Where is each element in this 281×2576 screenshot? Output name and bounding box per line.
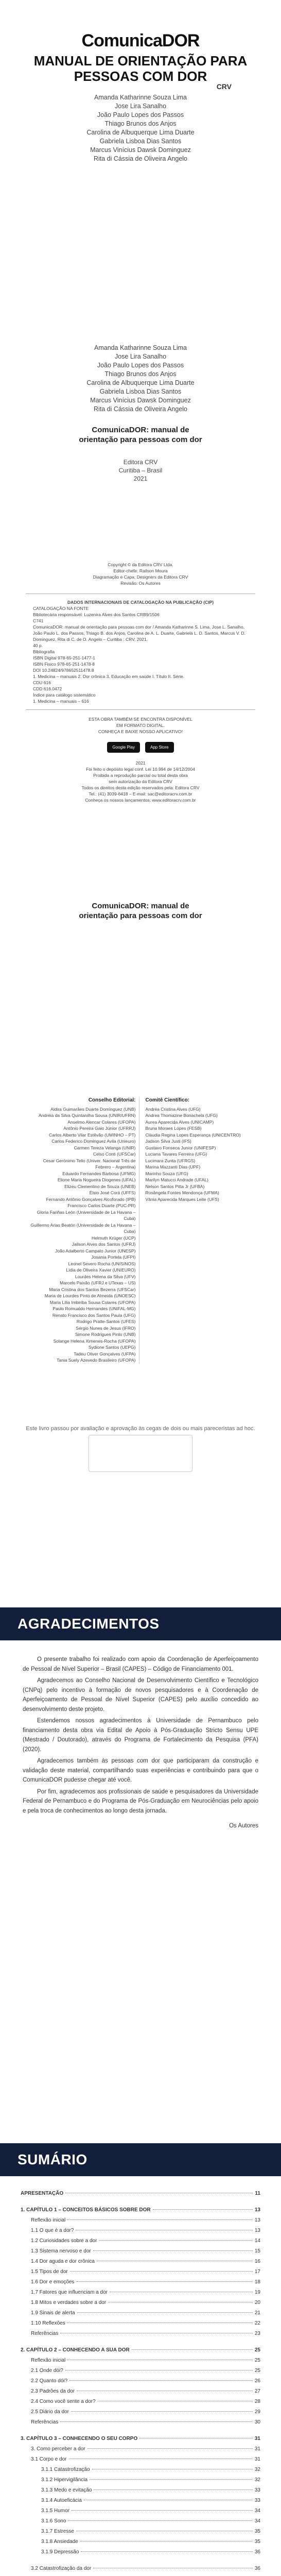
toc-label: 3.1.4 Autoeficácia <box>41 2498 82 2503</box>
toc-entry[interactable] <box>21 2454 260 2465</box>
toc-label: 1.6 Dor e emoções <box>31 2279 75 2285</box>
council-member: Bruna Moraes Lopes (FESB) <box>145 1126 202 1131</box>
toc-leader <box>77 2281 253 2282</box>
toc-entry[interactable] <box>21 2205 260 2215</box>
council-member: Rodrigo Pratte-Santos (UFES) <box>76 1319 136 1324</box>
author-name: Amanda Katharinne Souza Lima <box>94 94 187 101</box>
signature: Os Autores <box>229 1823 258 1829</box>
book-title: ComunicaDOR <box>81 31 200 50</box>
toc-entry[interactable] <box>21 2516 260 2527</box>
toc-entry[interactable] <box>21 2257 260 2267</box>
council-member: Marinho Souza (UFG) <box>145 1171 188 1176</box>
council-member: João Adalberto Campato Junior (UNESP) <box>55 1248 136 1253</box>
section-heading: SUMÁRIO <box>0 2143 281 2176</box>
author-name: João Paulo Lopes dos Passos <box>97 362 184 369</box>
council-member: Renato Francisco dos Santos Paula (UFG) <box>52 1312 136 1318</box>
scientific-committee: Comitê Científico: Andréa Cristina Alves (UFG) Andrea Thomazine Bonachela (UFG) Aurea Aparecida Alves (UNICAMP) Bruna Moraes Lopes (FESB) Cláudia Regina Lopes Esperança (UNICENTRO) Jadson Silva Justi (IFS) Gustavo Fonseca Junior (UNIFESP) Luciana Tavares Ferreira (UFG) Lucimara Zunta (UFRGS) Marina Mazzanti Dias (UPF) Marinho Souza (UFG) Marilyn Matucci Andrade (UFAL) Nelson Santos Pitta Jr (UFBA) Rosângela Fontes Mendonça (UFMA) Vânia Aparecida Marques Leite (UFS) <box>146 1097 253 1364</box>
council-member: Carmen Tereza Velanga (UNIR) <box>74 1145 136 1150</box>
toc-label: 1.2 Curiosidades sobre a dor <box>31 2238 97 2244</box>
toc-leader <box>81 2551 252 2552</box>
council-member: Lourdes Helena da Silva (UFV) <box>75 1274 136 1279</box>
council-member: Sydione Santos (UEPG) <box>88 1345 136 1350</box>
toc-page-number: 31 <box>254 2436 260 2442</box>
toc-entry[interactable] <box>21 2465 260 2475</box>
toc-page-number: 21 <box>254 2310 260 2316</box>
toc-leader <box>87 2448 253 2449</box>
toc-label: 3.1.5 Humor <box>41 2508 70 2514</box>
peer-review-note: Este livro passou por avaliação e aprovação às cegas de dois ou mais pareceristas ad hoc. <box>26 1425 255 1432</box>
credits-page <box>0 536 281 1046</box>
council-member: Paulo Romualdo Hernandes (UNIFAL-MG) <box>52 1306 136 1311</box>
support-logo-area <box>89 1435 192 1472</box>
council-member: Maria de Lourdes Pinto de Almeida (UNOESC) <box>44 1293 136 1298</box>
toc-label: 3.2 Catastrofização da dor <box>31 2566 92 2571</box>
toc-leader <box>94 2489 252 2490</box>
committee-list <box>146 1106 253 1203</box>
toc-label: 3. Como perceber a dor <box>31 2446 85 2452</box>
toc-page-number: 13 <box>254 2217 260 2223</box>
author-name: Rita di Cássia de Oliveira Angelo <box>93 405 188 413</box>
section-heading: AGRADECIMENTOS <box>0 1607 281 1640</box>
toc-entry[interactable] <box>21 2475 260 2485</box>
council-member: Gustavo Fonseca Junior (UNIFESP) <box>145 1145 216 1150</box>
toc-page-number: 36 <box>254 2566 260 2571</box>
council-columns <box>29 1097 252 1364</box>
council-member: Luciana Tavares Ferreira (UFG) <box>145 1151 207 1157</box>
council-member: Rosângela Fontes Mendonça (UFMA) <box>145 1190 219 1195</box>
toc-page-number: 23 <box>254 2331 260 2336</box>
toc-label: Referências <box>31 2419 59 2425</box>
council-member: Celso Conti (UFSCar) <box>93 1151 136 1157</box>
toc-leader <box>153 2209 253 2210</box>
toc-label: 1. CAPÍTULO 1 – CONCEITOS BÁSICOS SOBRE DOR <box>21 2207 151 2213</box>
catalog-card: DADOS INTERNACIONAIS DE CATALOGAÇÃO NA PUBLICAÇÃO (CIP) CATALOGAÇÃO NA FONTE Bibliotecária responsável: Luzenira Alves dos Santos CRB9/1506 C741 ComunicaDOR: manual de orientação para pessoas com dor / Amanda Katharinne S. Lima, Jose L. Sanalho, João Paulo L. dos Passos, Thiago B. dos Anjos, Carolina de A. L. Duarte, Gabriela L. D. Santos, Marcus V. D. Dominguez, Rita di C. de O. Angelo – Curitiba : CRV, 2021. 40 p. Bibliografia ISBN Digital 978-65-251-1477-1 ISBN Físico 978-65-251-1478-8 DOI 10.24824/978652511478.8 1. Medicina – manuais 2. Dor crônica 3. Educação em saúde I. Título II. Série. CDU 616 CDD 616.0472 Índice para catálogo sistemático 1. Medicina – manuais – 616 <box>26 594 255 710</box>
toc-label: 3. CAPÍTULO 3 – CONHECENDO O SEU CORPO <box>21 2436 138 2442</box>
council-list <box>29 1106 136 1364</box>
toc-leader <box>93 2250 253 2251</box>
author-name: Carolina de Albuquerque Lima Duarte <box>86 129 195 136</box>
acknowledgements-page <box>0 1592 281 2107</box>
contact-block: 2021 Foi feito o depósito legal conf. Lei 10.994 de 14/12/2004 Proibida a reprodução parcial ou total desta obra sem autorização da Editora CRV Todos os direitos desta edição reservados pela: Editora CRV Tel.: (41) 3039-6418 – E-mail: sac@editoracrv.com.br Conheça os nossos lançamentos: www.editoracrv.com.br <box>81 760 200 803</box>
toc-entry[interactable] <box>21 2417 260 2428</box>
council-member: Maria Lília Imbiriba Sousa Colares (UFOPA) <box>49 1299 136 1305</box>
toc-entry[interactable] <box>21 2287 260 2298</box>
council-member: Anselmo Alencar Colares (UFOPA) <box>67 1119 136 1125</box>
author-name: Jose Lira Sanalho <box>114 103 167 110</box>
council-member: Marilyn Matucci Andrade (UFAL) <box>145 1177 208 1182</box>
paragraph: Agradecemos também às pessoas com dor que participaram da construção e validação deste material, compartilhando suas experiências e contribuindo para que o ComunicaDOR pudesse chegar até você. <box>23 1758 258 1783</box>
toc-entry[interactable] <box>21 2215 260 2226</box>
toc-label: 2.3 Padrões da dor <box>31 2388 75 2394</box>
toc-entry[interactable] <box>21 2267 260 2277</box>
toc-page-number: 18 <box>254 2279 260 2285</box>
toc-page-number <box>255 2574 260 2576</box>
council-member: Eduardo Fernandes Barbosa (UFMG) <box>62 1171 136 1176</box>
author-name: Thiago Brunos dos Anjos <box>104 370 177 378</box>
inner-title: ComunicaDOR: manual de orientação para pessoas com dor <box>79 902 202 920</box>
toc-entry[interactable] <box>21 2298 260 2308</box>
toc-label: 2.5 Diário da dor <box>31 2409 69 2415</box>
toc-label: 3.1 Corpo e dor <box>31 2456 67 2462</box>
council-member: Jailson Alves dos Santos (UFRJ) <box>72 1242 136 1247</box>
author-name: Jose Lira Sanalho <box>114 353 167 360</box>
toc-leader <box>90 2479 253 2480</box>
toc-entry[interactable] <box>21 2527 260 2537</box>
toc-label: 2.2 Quanto dói? <box>31 2378 68 2384</box>
editorial-council-page <box>0 1066 281 1571</box>
toc-page-number: 13 <box>254 2228 260 2233</box>
toc-page-number: 30 <box>254 2419 260 2425</box>
council-member: Sérgio Nunes de Jesus (IFRO) <box>76 1325 136 1331</box>
council-member: Lucimara Zunta (UFRGS) <box>145 1158 196 1163</box>
copyright-block: Copyright © da Editora CRV Ltda. Editor-chefe: Railson Moura Diagramação e Capa: Designers da Editora CRV Revisão: Os Autores <box>93 562 188 586</box>
council-member: Jadson Silva Justi (IFS) <box>145 1139 191 1144</box>
toc-entry[interactable] <box>21 2506 260 2516</box>
digital-edition-note: ESTA OBRA TAMBÉM SE ENCONTRA DISPONÍVEL EM FORMATO DIGITAL. CONHEÇA E BAIXE NOSSO APLICATIVO! <box>89 717 192 734</box>
toc-leader <box>70 2271 253 2272</box>
council-member: Carlos Alberto Vilar Estêvão (UMINHO – PT) <box>49 1132 136 1138</box>
toc-page-number: 28 <box>254 2399 260 2404</box>
council-member: Leonel Severo Rocha (UNISINOS) <box>68 1261 136 1266</box>
toc-leader <box>71 2411 253 2412</box>
toc-page-number: 20 <box>254 2300 260 2306</box>
toc-entry[interactable] <box>21 2564 260 2574</box>
council-member: Fernando Antônio Gonçalves Alcoforado (IPB) <box>46 1196 136 1202</box>
toc-label: APRESENTAÇÃO <box>21 2191 64 2196</box>
toc-entry[interactable] <box>21 2236 260 2246</box>
paragraph: Estendemos nossos agradecimentos à Universidade de Pernambuco pelo financiamento desta obra via Edital de Apoio à Pós-Graduação Stricto Sensu UPE (Mestrado / Doutorado), através do Programa de Fortalecimento da Pesquisa (PFA) (2020). <box>23 1718 258 1753</box>
council-member: Helmuth Krüger (UCP) <box>92 1235 136 1241</box>
council-member: Gloria Fariñas León (Universidade de La Havana – Cuba) <box>37 1209 136 1221</box>
toc-entry[interactable] <box>21 2547 260 2557</box>
council-member: Cláudia Regina Lopes Esperança (UNICENTRO) <box>145 1132 241 1138</box>
toc-entry[interactable] <box>21 2189 260 2199</box>
toc-leader <box>72 2510 253 2511</box>
toc-page-number: 34 <box>254 2518 260 2524</box>
toc-label: 1.4 Dor aguda e dor crônica <box>31 2259 95 2264</box>
council-member: Marcelo Paixão (UFRJ e UTexas – US) <box>60 1280 136 1285</box>
toc-label: 1.7 Fatores que influenciam a dor <box>31 2290 108 2295</box>
council-member: Josania Portela (UFPI) <box>91 1255 136 1260</box>
council-member: Andréia da Silva Quintanilha Sousa (UNIR/UFRN) <box>39 1113 136 1118</box>
toc-page-number: 13 <box>254 2207 260 2213</box>
author-name: Marcus Vinícius Dawsk Dominguez <box>90 397 191 404</box>
toc-entry[interactable] <box>21 2366 260 2376</box>
toc-label: 3.1.7 Estresse <box>41 2529 74 2534</box>
toc-entry[interactable] <box>21 2386 260 2397</box>
toc-label: Referências <box>31 2331 59 2336</box>
book-subtitle: MANUAL DE ORIENTAÇÃO PARA PESSOAS COM DOR <box>33 53 248 84</box>
council-member: Vânia Aparecida Marques Leite (UFS) <box>145 1196 219 1202</box>
council-member: Elizeu Clementino de Souza (UNEB) <box>64 1183 136 1189</box>
toc-page-number: 25 <box>254 2368 260 2374</box>
council-member: Lídia de Oliveira Xavier (UNIEURO) <box>66 1267 136 1273</box>
table-of-contents <box>21 2189 260 2576</box>
google-play-badge[interactable]: Google Play <box>107 742 140 753</box>
toc-entry[interactable] <box>21 2537 260 2547</box>
editorial-council: Conselho Editorial: Aldira Guimarães Duarte Domínguez (UNB) Andréia da Silva Quintanilha Sousa (UNIR/UFRN) Anselmo Alencar Colares (UFOPA) Antônio Pereira Gaio Júnior (UFRRJ) Carlos Alberto Vilar Estêvão (UMINHO – PT) Carlos Federico Dominguez Avila (Unieuro) Carmen Tereza Velanga (UNIR) Celso Conti (UFSCar) Cesar Gerónimo Tello (Univer. Nacional Três de Febrero – Argentina) Eduardo Fernandes Barbosa (UFMG) Elione Maria Nogueira Diogenes (UFAL) Elizeu Clementino de Souza (UNEB) Élsio José Corá (UFFS) Fernando Antônio Gonçalves Alcoforado (IPB) Francisco Carlos Duarte (PUC-PR) Gloria Fariñas León (Universidade de La Havana – Cuba) Guillermo Arias Beatón (Universidade de La Havana – Cuba) Helmuth Krüger (UCP) Jailson Alves dos Santos (UFRJ) João Adalberto Campato Junior (UNESP) Josania Portela (UFPI) Leonel Severo Rocha (UNISINOS) Lídia de Oliveira Xavier (UNIEURO) Lourdes Helena da Silva (UFV) Marcelo Paixão (UFRJ e UTexas – US) Maria Cristina dos Santos Bezerra (UFSCar) Maria de Lourdes Pinto de Almeida (UNOESC) Maria Lília Imbiriba Sousa Colares (UFOPA) Paulo Romualdo Hernandes (UNIFAL-MG) Renato Francisco dos Santos Paula (UFG) Rodrigo Pratte-Santos (UFES) Sérgio Nunes de Jesus (IFRO) Simone Rodrigues Pinto (UNB) Solange Helena Ximenes-Rocha (UFOPA) Sydione Santos (UEPG) Tadeu Oliver Gonçalves (UFPA) Tania Suely Azevedo Brasileiro (UFOPA) <box>29 1097 139 1364</box>
toc-label: 3.1.6 Sono <box>41 2518 66 2524</box>
toc-leader <box>77 2312 253 2313</box>
toc-page-number: 33 <box>254 2498 260 2503</box>
author-name: Rita di Cássia de Oliveira Angelo <box>93 155 188 162</box>
toc-label: 1.5 Tipos de dor <box>31 2269 68 2275</box>
council-member: Francisco Carlos Duarte (PUC-PR) <box>67 1203 136 1208</box>
council-member: Tadeu Oliver Gonçalves (UFPA) <box>74 1351 136 1357</box>
toc-entry[interactable] <box>21 2496 260 2506</box>
paragraph: Agradecemos ao Conselho Nacional de Desenvolvimento Científico e Tecnológico (CNPq) pelo incentivo à formação de novos pesquisadores e à Coordenação de Aperfeiçoamento de Pessoal de Nível Superior (CAPES) pelo auxílio concedido ao desenvolvimento deste projeto. <box>23 1677 258 1713</box>
acknowledgements-text <box>23 1655 258 1816</box>
council-member: Maria Cristina dos Santos Bezerra (UFSCar) <box>49 1286 136 1292</box>
toc-entry[interactable] <box>21 2407 260 2417</box>
authors-list-repeat <box>0 344 281 414</box>
toc-label <box>31 2574 84 2576</box>
toc-page-number: 29 <box>254 2409 260 2415</box>
author-name: Gabriela Lisboa Dias Santos <box>99 138 182 145</box>
council-member: Andrea Thomazine Bonachela (UFG) <box>145 1113 218 1118</box>
publisher-logo: CRV <box>216 82 232 91</box>
toc-page-number: 34 <box>254 2508 260 2514</box>
council-member: Aurea Aparecida Alves (UNICAMP) <box>145 1119 214 1125</box>
toc-entry[interactable] <box>21 2226 260 2236</box>
toc-label: Reflexão inicial <box>31 2217 66 2223</box>
council-member: Élsio José Corá (UFFS) <box>89 1190 136 1195</box>
toc-page-number: 27 <box>254 2388 260 2394</box>
app-store-badges <box>0 742 281 753</box>
toc-page-number: 32 <box>254 2477 260 2483</box>
toc-page-number: 22 <box>254 2320 260 2326</box>
toc-page-number: 19 <box>254 2290 260 2295</box>
toc-entry[interactable] <box>21 2329 260 2339</box>
toc-label: 3.1.1 Catastrofização <box>41 2467 90 2472</box>
toc-page-number: 15 <box>254 2248 260 2254</box>
toc-label: 2. CAPÍTULO 2 – CONHECENDO A SUA DOR <box>21 2347 130 2353</box>
toc-label: 3.1.2 Hipervigilância <box>41 2477 88 2483</box>
toc-entry[interactable] <box>21 2355 260 2366</box>
paragraph: O presente trabalho foi realizado com apoio da Coordenação de Aperfeiçoamento de Pessoal de Nível Superior – Brasil (CAPES) – Código de Financiamento 001. <box>23 1656 258 1672</box>
toc-page-number: 17 <box>254 2269 260 2275</box>
council-member: Nelson Santos Pitta Jr (UFBA) <box>145 1183 205 1189</box>
toc-label: Reflexão inicial <box>31 2358 66 2363</box>
author-name: Gabriela Lisboa Dias Santos <box>99 388 182 395</box>
paragraph: Por fim, agradecemos aos profissionais de saúde e pesquisadores da Universidade Federal de Pernambuco e do Programa de Pós-Graduação em Neurociências pelo apoio e pela troca de conhecimentos ao longo desta jornada. <box>23 1788 258 1814</box>
toc-leader <box>68 2520 253 2521</box>
toc-leader <box>60 2421 253 2422</box>
toc-entry[interactable] <box>21 2485 260 2496</box>
inner-title: ComunicaDOR: manual de orientação para pessoas com dor <box>79 426 202 444</box>
toc-label: 1.3 Sistema nervoso e dor <box>31 2248 91 2254</box>
publisher-info: Editora CRV Curitiba – Brasil 2021 <box>118 459 163 482</box>
toc-page-number: 31 <box>254 2456 260 2462</box>
toc-page-number: 35 <box>254 2539 260 2545</box>
toc-page-number: 35 <box>254 2529 260 2534</box>
toc-page-number: 25 <box>254 2347 260 2353</box>
toc-label: 3.1.8 Ansiedade <box>41 2539 78 2545</box>
toc-entry[interactable] <box>21 2574 260 2576</box>
toc-label: 2.4 Como você sente a dor? <box>31 2399 96 2404</box>
toc-page-number: 26 <box>254 2378 260 2384</box>
toc-label: 1.8 Mitos e verdades sobre a dor <box>31 2300 107 2306</box>
toc-label: 3.1.9 Depressão <box>41 2549 79 2555</box>
toc-leader <box>132 2349 253 2350</box>
author-name: Amanda Katharinne Souza Lima <box>94 344 187 351</box>
toc-page-number: 31 <box>254 2446 260 2452</box>
toc-label: 2.1 Onde dói? <box>31 2368 63 2374</box>
council-member: Andréa Cristina Alves (UFG) <box>145 1106 201 1112</box>
toc-entry[interactable] <box>21 2345 260 2355</box>
toc-page-number: 32 <box>254 2467 260 2472</box>
council-member: Elione Maria Nogueira Diogenes (UFAL) <box>57 1177 136 1182</box>
author-name: João Paulo Lopes dos Passos <box>97 111 184 118</box>
toc-entry[interactable] <box>21 2318 260 2329</box>
toc-entry[interactable] <box>21 2376 260 2386</box>
toc-page-number: 14 <box>254 2238 260 2244</box>
app-store-badge[interactable]: App Store <box>145 742 174 753</box>
toc-entry[interactable] <box>21 2277 260 2287</box>
toc-page-number: 25 <box>254 2358 260 2363</box>
author-name: Carolina de Albuquerque Lima Duarte <box>86 379 195 386</box>
council-member: Guillermo Arias Beatón (Universidade de La Havana – Cuba) <box>30 1222 136 1234</box>
cover-page <box>0 0 281 515</box>
toc-page-number: 16 <box>254 2259 260 2264</box>
toc-entry[interactable] <box>21 2444 260 2454</box>
toc-page-number: 11 <box>255 2191 260 2196</box>
toc-entry[interactable] <box>21 2308 260 2318</box>
author-name: Marcus Vinícius Dawsk Dominguez <box>90 146 191 154</box>
toc-label: 1.1 O que é a dor? <box>31 2228 74 2233</box>
author-name: Thiago Brunos dos Anjos <box>104 120 177 127</box>
toc-entry[interactable] <box>21 2246 260 2257</box>
council-member: Antônio Pereira Gaio Júnior (UFRRJ) <box>63 1126 136 1131</box>
council-member: Marina Mazzanti Dias (UPF) <box>145 1164 201 1170</box>
council-member: Simone Rodrigues Pinto (UNB) <box>75 1332 136 1337</box>
toc-leader <box>69 2380 253 2381</box>
council-member: Carlos Federico Dominguez Avila (Unieuro) <box>51 1139 136 1144</box>
council-member: Tania Suely Azevedo Brasileiro (UFOPA) <box>57 1358 136 1363</box>
toc-label: 1.9 Sinais de alerta <box>31 2310 75 2316</box>
summary-page <box>0 2128 281 2576</box>
toc-leader <box>67 2219 253 2220</box>
council-member: Cesar Gerónimo Tello (Univer. Nacional Três de Febrero – Argentina) <box>43 1158 136 1170</box>
toc-page-number: 33 <box>254 2487 260 2493</box>
toc-label: 3.1.3 Medo e evitação <box>41 2487 92 2493</box>
toc-leader <box>99 2240 252 2241</box>
council-member: Aldira Guimarães Duarte Domínguez (UNB) <box>50 1106 136 1112</box>
toc-label: 1.10 Reflexões <box>31 2320 65 2326</box>
authors-list <box>0 93 281 163</box>
council-member: Solange Helena Ximenes-Rocha (UFOPA) <box>53 1338 136 1344</box>
toc-page-number: 36 <box>254 2549 260 2555</box>
toc-entry[interactable] <box>21 2397 260 2407</box>
toc-entry[interactable] <box>21 2434 260 2444</box>
